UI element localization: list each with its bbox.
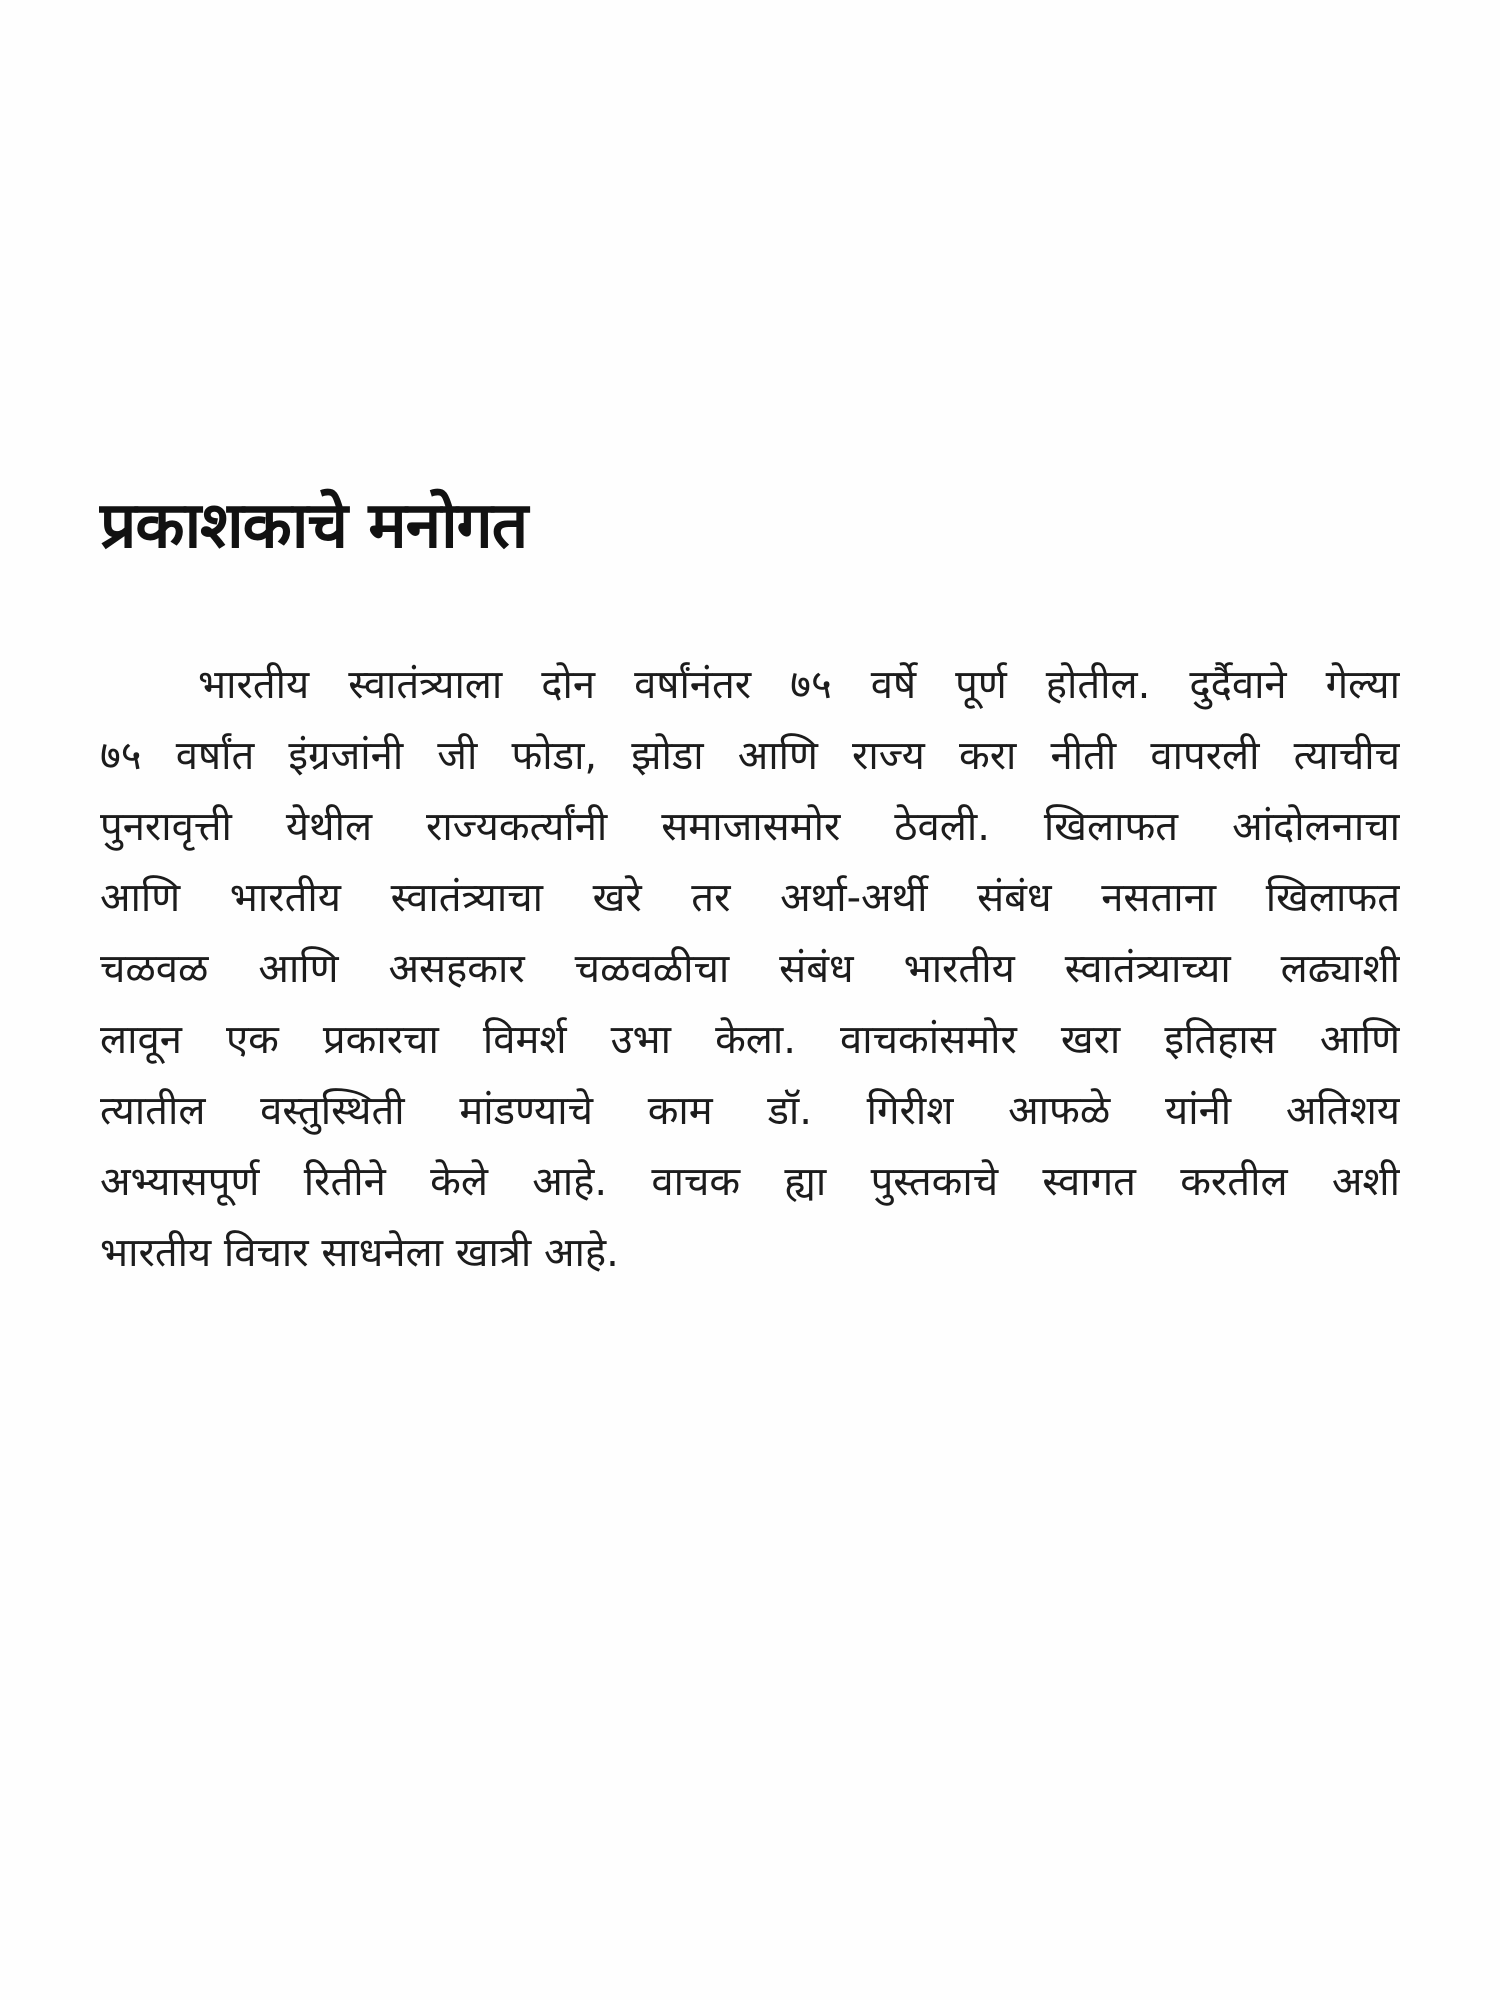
paragraph-line: आणि भारतीय स्वातंत्र्याचा खरे तर अर्था-अर्थी संबंध नसताना खिलाफत xyxy=(100,875,1400,921)
paragraph-line: अभ्यासपूर्ण रितीने केले आहे. वाचक ह्या पुस्तकाचे स्वागत करतील अशी xyxy=(100,1159,1400,1205)
paragraph-line: पुनरावृत्ती येथील राज्यकर्त्यांनी समाजासमोर ठेवली. खिलाफत आंदोलनाचा xyxy=(100,804,1400,850)
paragraph-line: भारतीय स्वातंत्र्याला दोन वर्षांनंतर ७५ वर्षे पूर्ण होतील. दुर्दैवाने गेल्या xyxy=(198,662,1400,708)
paragraph-line: त्यातील वस्तुस्थिती मांडण्याचे काम डॉ. गिरीश आफळे यांनी अतिशय xyxy=(100,1088,1400,1134)
paragraph-line: चळवळ आणि असहकार चळवळीचा संबंध भारतीय स्वातंत्र्याच्या लढ्याशी xyxy=(100,946,1400,992)
paragraph-line: ७५ वर्षांत इंग्रजांनी जी फोडा, झोडा आणि राज्य करा नीती वापरली त्याचीच xyxy=(100,733,1400,779)
preface-paragraph xyxy=(100,650,1400,1350)
paragraph-line: भारतीय विचार साधनेला खात्री आहे. xyxy=(100,1230,619,1276)
page-title: प्रकाशकाचे मनोगत xyxy=(100,489,528,563)
paragraph-line: लावून एक प्रकारचा विमर्श उभा केला. वाचकांसमोर खरा इतिहास आणि xyxy=(100,1017,1400,1063)
